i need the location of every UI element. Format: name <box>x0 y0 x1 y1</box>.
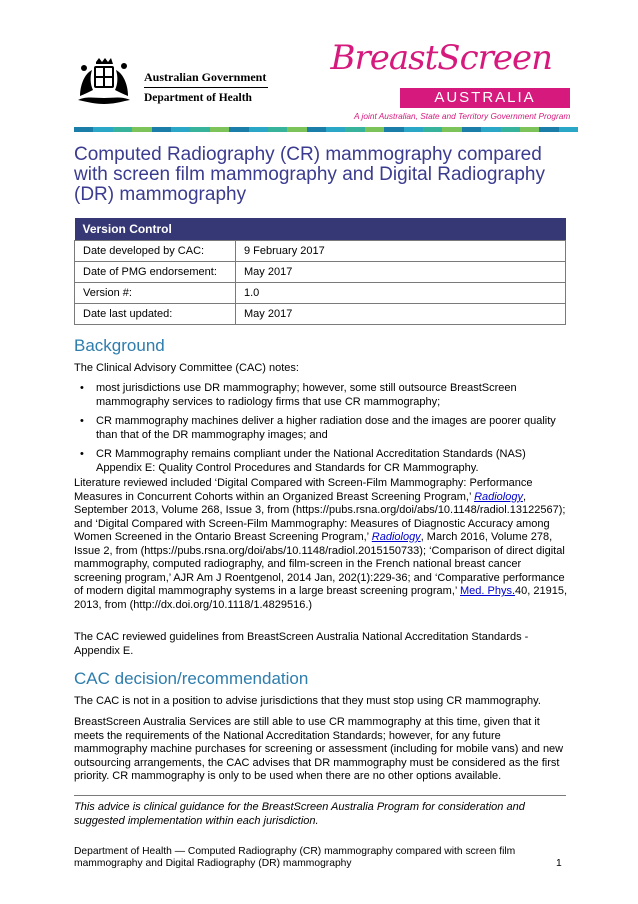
table-row <box>75 283 566 304</box>
breastscreen-logo <box>330 36 582 124</box>
breastscreen-tagline: A joint Australian, State and Territory Government Program <box>354 111 571 121</box>
stripe-segment <box>539 127 558 132</box>
version-control-heading: Version Control <box>75 218 566 241</box>
table-cell-key: Date of PMG endorsement: <box>75 262 236 283</box>
footer-text: Department of Health — Computed Radiography (CR) mammography compared with screen film mammography and Digital Radiography (DR) mammography <box>74 846 516 869</box>
stripe-segment <box>559 127 578 132</box>
australian-government-logo <box>74 56 274 108</box>
stripe-segment <box>326 127 345 132</box>
stripe-segment <box>229 127 248 132</box>
med-phys-link[interactable]: Med. Phys. <box>459 585 516 597</box>
stripe-segment <box>345 127 364 132</box>
table-header-row <box>75 218 566 241</box>
table-cell-key: Date last updated: <box>75 304 236 325</box>
stripe-segment <box>404 127 423 132</box>
literature-paragraph <box>74 477 568 612</box>
stripe-segment <box>307 127 326 132</box>
stripe-segment <box>113 127 132 132</box>
stripe-segment <box>210 127 229 132</box>
stripe-segment <box>520 127 539 132</box>
list-item: • CR Mammography remains compliant under the National Accreditation Standards (NAS) Appendix E: Quality Control Procedures and Standards for CR Mammography. <box>74 448 568 475</box>
radiology-link[interactable]: Radiology <box>371 531 421 543</box>
stripe-segment <box>365 127 384 132</box>
stripe-segment <box>481 127 500 132</box>
table-cell-key: Date developed by CAC: <box>75 241 236 262</box>
stripe-segment <box>442 127 461 132</box>
breastscreen-australia-bar: AUSTRALIA <box>400 88 570 108</box>
stripe-segment <box>132 127 151 132</box>
radiology-link[interactable]: Radiology <box>474 490 523 503</box>
divider <box>74 795 566 796</box>
table-row <box>75 241 566 262</box>
stripe-segment <box>423 127 442 132</box>
stripe-segment <box>268 127 287 132</box>
government-name: Australian Government <box>144 70 267 84</box>
version-control-table <box>74 218 566 325</box>
table-row <box>75 262 566 283</box>
divider <box>144 87 268 88</box>
stripe-segment <box>501 127 520 132</box>
stripe-segment <box>249 127 268 132</box>
list-item: • most jurisdictions use DR mammography; however, some still outsource BreastScreen mammography services to radiology firms that use CR mammography; <box>74 382 568 409</box>
stripe-segment <box>93 127 112 132</box>
table-cell-key: Version #: <box>75 283 236 304</box>
literature-text: , September 2013, Volume 268, Issue 3, from (https://pubs.rsna.org/doi/abs/10.1148/radiol.13122567); and ‘Digital Compared with Screen-Film Mammography: Measures of Diagnostic Accuracy among Women Screened in the Ontario Breast Screening Program,’ <box>74 490 566 543</box>
stripe-segment <box>462 127 481 132</box>
page-title: Computed Radiography (CR) mammography compared with screen film mammography and Digital Radiography (DR) mammography <box>74 144 545 205</box>
guidelines-paragraph: The CAC reviewed guidelines from BreastScreen Australia National Accreditation Standards - Appendix E. <box>74 631 529 657</box>
literature-text: Literature reviewed included ‘Digital Compared with Screen-Film Mammography: Performance Measures in Concurrent Cohorts within an Organized Breast Screening Program,’ <box>74 477 533 503</box>
table-cell-value: 1.0 <box>236 283 566 304</box>
decision-heading: CAC decision/recommendation <box>74 669 309 688</box>
background-heading: Background <box>74 336 165 355</box>
decision-paragraph-1: The CAC is not in a position to advise jurisdictions that they must stop using CR mammography. <box>74 695 541 707</box>
stripe-segment <box>287 127 306 132</box>
stripe-segment <box>74 127 93 132</box>
literature-text: , March 2016, Volume 278, Issue 2, from (https://pubs.rsna.org/doi/abs/10.1148/radiol.2015150733); ‘Comparison of direct digital mammography, computed radiography, and film-screen in the French national breast cancer screening program,’ AJR Am J Roentgenol, 2014 Jan, 202(1):229-36; and ‘Comparative performance of modern digital mammography systems in a large breast screening program,’ <box>74 531 565 597</box>
literature-text: 40, 21915, 2013, from (http://dx.doi.org/10.1118/1.4829516.) <box>74 585 568 611</box>
header-color-stripe <box>74 127 578 132</box>
page-number: 1 <box>556 858 562 869</box>
list-item: • CR mammography machines deliver a higher radiation dose and the images are poorer quality than that of the DR mammography images; and <box>74 415 568 442</box>
decision-paragraph-2: BreastScreen Australia Services are still able to use CR mammography at this time, given that it meets the requirements of the National Accreditation Standards; however, for any future mammography machine purchases for screening or assessment (including for mobile vans) and new outsourcing arrangements, the CAC advises that DR mammography must be considered as the first priority. CR mammography is only to be used when there are no other options available. <box>74 716 564 782</box>
table-cell-value: May 2017 <box>236 262 566 283</box>
breastscreen-wordmark: BreastScreen <box>330 38 552 78</box>
disclaimer: This advice is clinical guidance for the BreastScreen Australia Program for consideration and suggested implementation within each jurisdiction. <box>74 801 525 827</box>
stripe-segment <box>171 127 190 132</box>
stripe-segment <box>384 127 403 132</box>
department-name: Department of Health <box>144 92 252 104</box>
table-cell-value: May 2017 <box>236 304 566 325</box>
stripe-segment <box>190 127 209 132</box>
background-intro: The Clinical Advisory Committee (CAC) notes: <box>74 362 299 374</box>
background-bullet-list <box>74 382 568 481</box>
coat-of-arms-icon <box>74 56 134 106</box>
table-row <box>75 304 566 325</box>
table-cell-value: 9 February 2017 <box>236 241 566 262</box>
stripe-segment <box>152 127 171 132</box>
